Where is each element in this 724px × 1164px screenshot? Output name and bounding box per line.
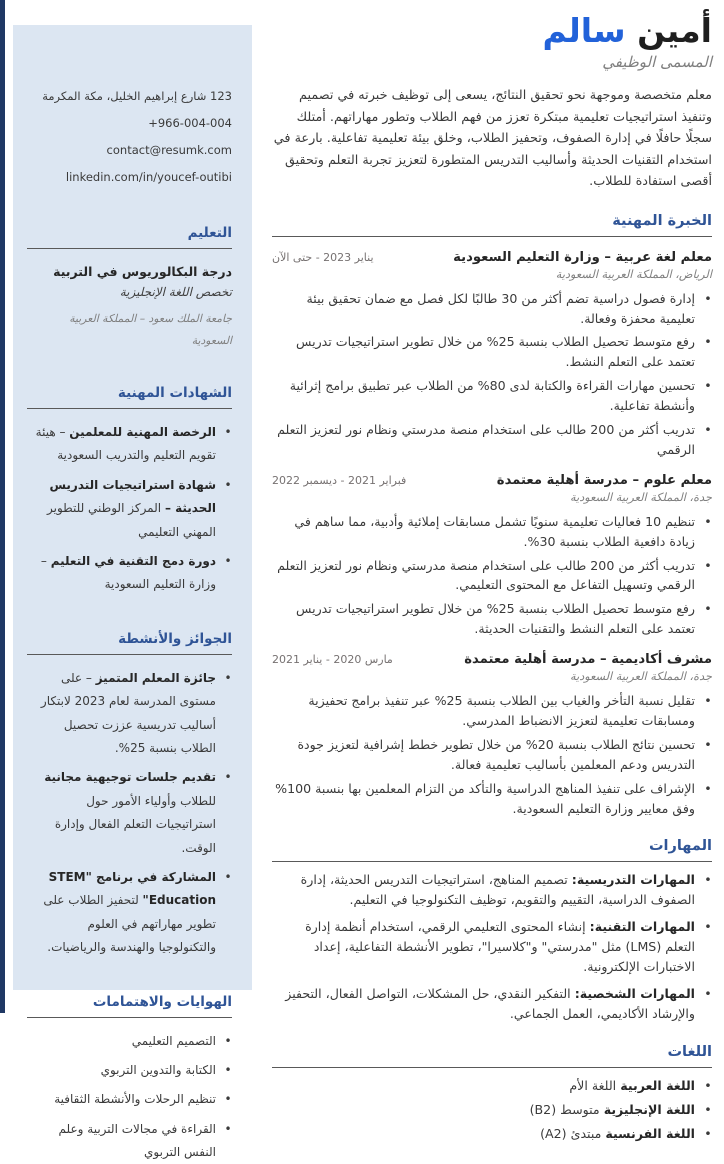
sidebar-heading-education: التعليم	[27, 225, 232, 249]
job-bullet-text: تدريب أكثر من 200 طالب على استخدام منصة مدرستي ونظام نور لتعزيز التعلم الرقمي وتسهيل التفاعل مع المحتوى التعليمي.	[277, 557, 695, 593]
bullet-icon: •	[224, 1092, 232, 1107]
hobbies-list	[27, 1030, 232, 1164]
bullet-icon: •	[704, 290, 712, 306]
job-bullet-text: تنظيم 10 فعاليات تعليمية سنويًا تشمل مسابقات إملائية وأدبية، مما ساهم في زيادة دافعية الطلاب بنسبة 30%.	[294, 513, 695, 549]
job-bullet-text: تدريب أكثر من 200 طالب على استخدام منصة مدرستي ونظام نور لتعزيز التعلم الرقمي	[277, 422, 695, 457]
hobby-label: تنظيم الرحلات والأنشطة الثقافية	[54, 1092, 216, 1107]
hobby-label: التصميم التعليمي	[131, 1033, 216, 1048]
awards-list	[27, 667, 232, 960]
education-major: تخصص اللغة الإنجليزية	[119, 285, 232, 300]
list-item	[272, 512, 712, 552]
cert-name: شهادة استراتيجيات التدريس الحديثة –	[49, 477, 216, 516]
list-item	[27, 1030, 232, 1053]
language-level: مبتدئ (A2)	[540, 1125, 606, 1141]
list-item	[272, 984, 712, 1024]
award-name: المشاركة في برنامج "STEM Education"	[48, 869, 216, 908]
cert-name: دورة دمج التقنية في التعليم	[50, 554, 216, 569]
list-item	[272, 735, 712, 775]
job-bullet-text: إدارة فصول دراسية تضم أكثر من 30 طالبًا لكل فصل مع ضمان تحقيق بيئة تعليمية محفزة وفعالة.	[306, 290, 695, 326]
job-entry	[272, 473, 712, 639]
sidebar-heading-awards: الجوائز والأنشطة	[27, 631, 232, 655]
award-name: جائزة المعلم المتميز	[95, 670, 216, 685]
list-item	[27, 474, 232, 544]
contact-linkedin[interactable]: linkedin.com/in/youcef-outibi	[65, 170, 232, 185]
job-date: فبراير 2021 - ديسمبر 2022	[272, 473, 407, 487]
job-title-subtitle: المسمى الوظيفي	[602, 53, 712, 72]
section-heading-skills: المهارات	[272, 838, 712, 862]
list-item	[272, 376, 712, 416]
left-accent-bar	[0, 0, 5, 1013]
list-item	[27, 667, 232, 761]
bullet-icon: •	[704, 1077, 712, 1093]
list-item	[272, 917, 712, 977]
award-detail: – على مستوى المدرسة لعام 2023 لابتكار أساليب تدريسية عززت تحصيل الطلاب بنسبة 25%.	[40, 670, 216, 755]
skill-detail: إنشاء المحتوى التعليمي الرقمي، استخدام أنظمة إدارة التعلم (LMS) مثل "مدرستي" و"كلاسيرا"، تطوير الأنشطة التفاعلية، إعداد الاختبارات الإلكترونية.	[305, 919, 695, 975]
bullet-icon: •	[224, 1121, 232, 1136]
skill-detail: تصميم المناهج، استراتيجيات التدريس الحديثة، إدارة الصفوف الدراسية، التقييم والتقويم، توظيف التكنولوجيا في التعليم.	[300, 872, 695, 908]
list-item	[272, 599, 712, 639]
job-bullet-text: رفع متوسط تحصيل الطلاب بنسبة 25% من خلال تطوير استراتيجيات تدريس تعتمد على التعلم النشط.	[296, 334, 695, 370]
job-bullets	[272, 289, 712, 460]
list-item	[272, 289, 712, 329]
language-name: اللغة الإنجليزية	[603, 1101, 695, 1117]
bullet-icon: •	[704, 378, 712, 394]
bullet-icon: •	[224, 1062, 232, 1077]
bullet-icon: •	[704, 422, 712, 438]
sidebar-heading-certifications: الشهادات المهنية	[27, 385, 232, 409]
list-item	[27, 766, 232, 860]
job-title: معلم علوم – مدرسة أهلية معتمدة	[496, 472, 712, 488]
job-title: معلم لغة عربية – وزارة التعليم السعودية	[453, 249, 712, 265]
job-bullet-text: تحسين نتائج الطلاب بنسبة 20% من خلال تطوير خطط إشرافية لتعزيز جودة التدريس ودعم المعلمين بأساليب تعليمية فعالة.	[297, 736, 695, 772]
certifications-list	[27, 421, 232, 597]
list-item	[272, 870, 712, 910]
contact-block	[27, 83, 232, 191]
bullet-icon: •	[224, 869, 232, 884]
sidebar	[13, 25, 252, 1160]
list-item	[272, 1076, 712, 1096]
list-item	[27, 1059, 232, 1082]
bullet-icon: •	[704, 872, 712, 888]
bullet-icon: •	[704, 557, 712, 573]
job-bullet-text: تقليل نسبة التأخر والغياب بين الطلاب بنسبة 25% عبر تنفيذ برامج تحفيزية ومسابقات تعليمية لتعزيز الانضباط المدرسي.	[308, 693, 695, 729]
bullet-icon: •	[224, 670, 232, 685]
cert-detail: – وزارة التعليم السعودية	[40, 554, 216, 592]
profile-summary: معلم متخصصة وموجهة نحو تحقيق النتائج، يسعى إلى توظيف خبرته في تصميم وتنفيذ استراتيجيات تعليمية مبتكرة تعزز من فهم الطلاب وتطور مهاراتهم. أمتلك سجلًا حافلًا في إدارة الصفوف، وتحفيز الطلاب، وخلق بيئة تعليمية تفاعلية. بارعة في استخدام التقنيات الحديثة وأساليب التدريس المتطورة لتعزيز تجربة التعلم وتحقيق أقصى استفادة للطلاب.	[273, 88, 712, 190]
job-header	[272, 250, 712, 265]
list-item	[272, 332, 712, 372]
contact-phone[interactable]: +966-004-004	[148, 116, 232, 131]
name-last: سالم	[542, 11, 626, 50]
bullet-icon: •	[224, 477, 232, 492]
bullet-icon: •	[704, 601, 712, 617]
job-location: جدة، المملكة العربية السعودية	[570, 670, 712, 684]
job-location: الرياض، المملكة العربية السعودية	[555, 267, 712, 281]
education-entry	[27, 261, 232, 351]
skills-list	[272, 870, 712, 1023]
list-item	[272, 1124, 712, 1144]
list-item	[272, 556, 712, 596]
award-name: تقديم جلسات توجيهية مجانية	[44, 770, 216, 785]
section-heading-experience: الخبرة المهنية	[272, 213, 712, 237]
job-bullets	[272, 691, 712, 818]
name-first: أمين	[637, 11, 712, 50]
job-date: يناير 2023 - حتى الآن	[272, 250, 374, 264]
bullet-icon: •	[224, 770, 232, 785]
list-item	[27, 1088, 232, 1111]
language-level: متوسط (B2)	[529, 1101, 604, 1117]
skill-category: المهارات التدريسية:	[571, 872, 695, 888]
section-heading-languages: اللغات	[272, 1044, 712, 1068]
award-detail: لتحفيز الطلاب على تطوير مهاراتهم في العلوم والتكنولوجيا والهندسة والرياضيات.	[43, 893, 216, 955]
cert-detail: المركز الوطني للتطوير المهني التعليمي	[46, 501, 216, 539]
hobby-label: الكتابة والتدوين التربوي	[100, 1062, 216, 1077]
bullet-icon: •	[704, 513, 712, 529]
bullet-icon: •	[704, 334, 712, 350]
award-detail: للطلاب وأولياء الأمور حول استراتيجيات التعلم الفعال وإدارة الوقت.	[54, 793, 216, 855]
language-name: اللغة العربية	[620, 1077, 695, 1093]
bullet-icon: •	[704, 1125, 712, 1141]
language-name: اللغة الفرنسية	[605, 1125, 695, 1141]
page-title	[272, 10, 712, 51]
education-degree: درجة البكالوريوس في التربية	[53, 264, 232, 280]
skill-category: المهارات التقنية:	[589, 919, 695, 935]
job-title: مشرف أكاديمية – مدرسة أهلية معتمدة	[464, 652, 712, 668]
job-bullet-text: تحسين مهارات القراءة والكتابة لدى 80% من الطلاب عبر تطبيق برامج إثرائية وأنشطة تفاعلية.	[289, 378, 695, 414]
cert-name: الرخصة المهنية للمعلمين	[69, 425, 216, 440]
list-item	[27, 550, 232, 597]
languages-list	[272, 1076, 712, 1144]
skill-category: المهارات الشخصية:	[574, 985, 695, 1001]
education-university: جامعة الملك سعود – المملكة العربية السعودية	[69, 311, 232, 347]
list-item	[272, 420, 712, 460]
list-item	[272, 691, 712, 731]
list-item	[27, 1118, 232, 1164]
job-entry	[272, 652, 712, 818]
job-location: جدة، المملكة العربية السعودية	[570, 490, 712, 504]
language-level: اللغة الأم	[569, 1077, 621, 1093]
bullet-icon: •	[704, 1101, 712, 1117]
sidebar-heading-hobbies: الهوايات والاهتمامات	[27, 994, 232, 1018]
hobby-label: القراءة في مجالات التربية وعلم النفس التربوي	[58, 1121, 216, 1160]
skill-detail: التفكير النقدي، حل المشكلات، التواصل الفعال، التحفيز والإرشاد الأكاديمي، العمل الجماعي.	[285, 985, 695, 1021]
job-header	[272, 473, 712, 488]
list-item	[272, 1100, 712, 1120]
main-column	[272, 0, 712, 1147]
cert-detail: – هيئة تقويم التعليم والتدريب السعودية	[35, 425, 216, 463]
contact-address: 123 شارع إبراهيم الخليل، مكة المكرمة	[42, 89, 232, 103]
list-item	[27, 866, 232, 960]
job-date: مارس 2020 - يناير 2021	[272, 653, 393, 667]
job-entry	[272, 250, 712, 460]
bullet-icon: •	[704, 736, 712, 752]
bullet-icon: •	[224, 554, 232, 569]
job-header	[272, 652, 712, 667]
list-item	[272, 779, 712, 819]
job-bullet-text: الإشراف على تنفيذ المناهج الدراسية والتأكد من التزام المعلمين بها بنسبة 100% وفق معايير وزارة التعليم السعودية.	[275, 780, 695, 816]
bullet-icon: •	[704, 919, 712, 935]
list-item	[27, 421, 232, 468]
bullet-icon: •	[224, 1033, 232, 1048]
bullet-icon: •	[704, 985, 712, 1001]
bullet-icon: •	[704, 780, 712, 796]
job-bullets	[272, 512, 712, 639]
bullet-icon: •	[704, 693, 712, 709]
job-bullet-text: رفع متوسط تحصيل الطلاب بنسبة 25% من خلال تطوير استراتيجيات تدريس تعتمد على التعلم النشط والتقنيات الحديثة.	[296, 601, 695, 637]
bullet-icon: •	[224, 425, 232, 440]
contact-email[interactable]: contact@resumk.com	[106, 143, 232, 158]
